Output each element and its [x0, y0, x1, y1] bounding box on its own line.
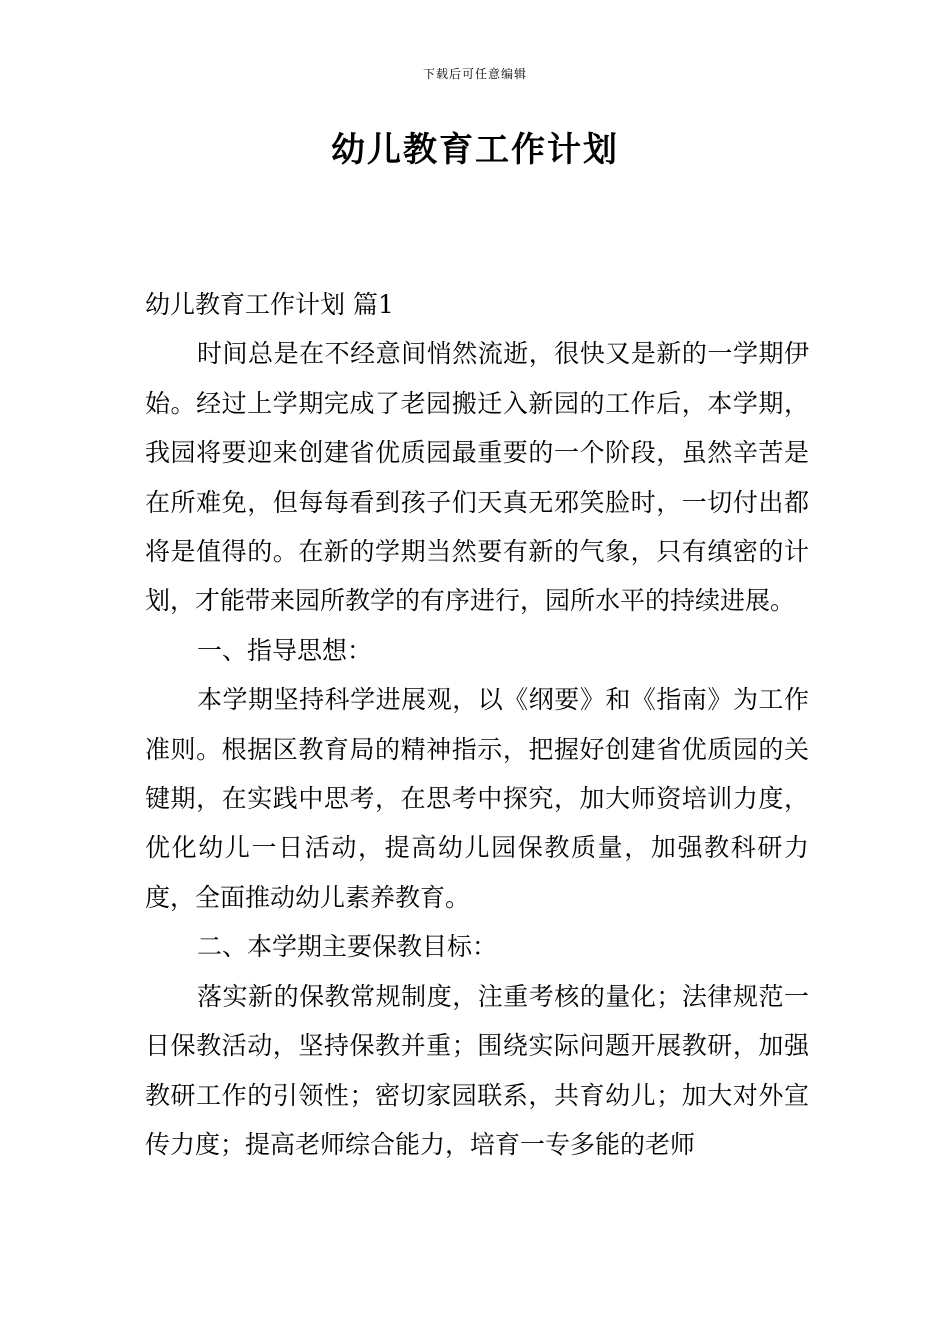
heading-main-goals: 二、本学期主要保教目标：	[197, 932, 498, 962]
heading-guiding-ideology: 一、指导思想：	[197, 635, 373, 665]
paragraph-guiding-ideology: 本学期坚持科学进展观，以《纲要》和《指南》为工作准则。根据区教育局的精神指示，把握好创建省优质园的关键期，在实践中思考，在思考中探究，加大师资培训力度，优化幼儿一日活动，提高幼儿园保教质量，加强教科研力度，全面推动幼儿素养教育。	[145, 685, 809, 912]
document-title: 幼儿教育工作计划	[331, 130, 619, 170]
paragraph-main-goals: 落实新的保教常规制度，注重考核的量化；法律规范一日保教活动，坚持保教并重；围绕实际问题开展教研，加强教研工作的引领性；密切家园联系，共育幼儿；加大对外宣传力度；提高老师综合能力，培育一专多能的老师	[145, 981, 809, 1159]
header-note: 下载后可任意编辑	[422, 67, 527, 81]
paragraph-intro: 时间总是在不经意间悄然流逝，很快又是新的一学期伊始。经过上学期完成了老园搬迁入新园的工作后，本学期，我园将要迎来创建省优质园最重要的一个阶段，虽然辛苦是在所难免，但每每看到孩子们天真无邪笑脸时，一切付出都将是值得的。在新的学期当然要有新的气象，只有缜密的计划，才能带来园所教学的有序进行，园所水平的持续进展。	[145, 339, 809, 616]
section-heading: 幼儿教育工作计划 篇1	[145, 290, 394, 319]
document-body	[145, 280, 809, 1169]
